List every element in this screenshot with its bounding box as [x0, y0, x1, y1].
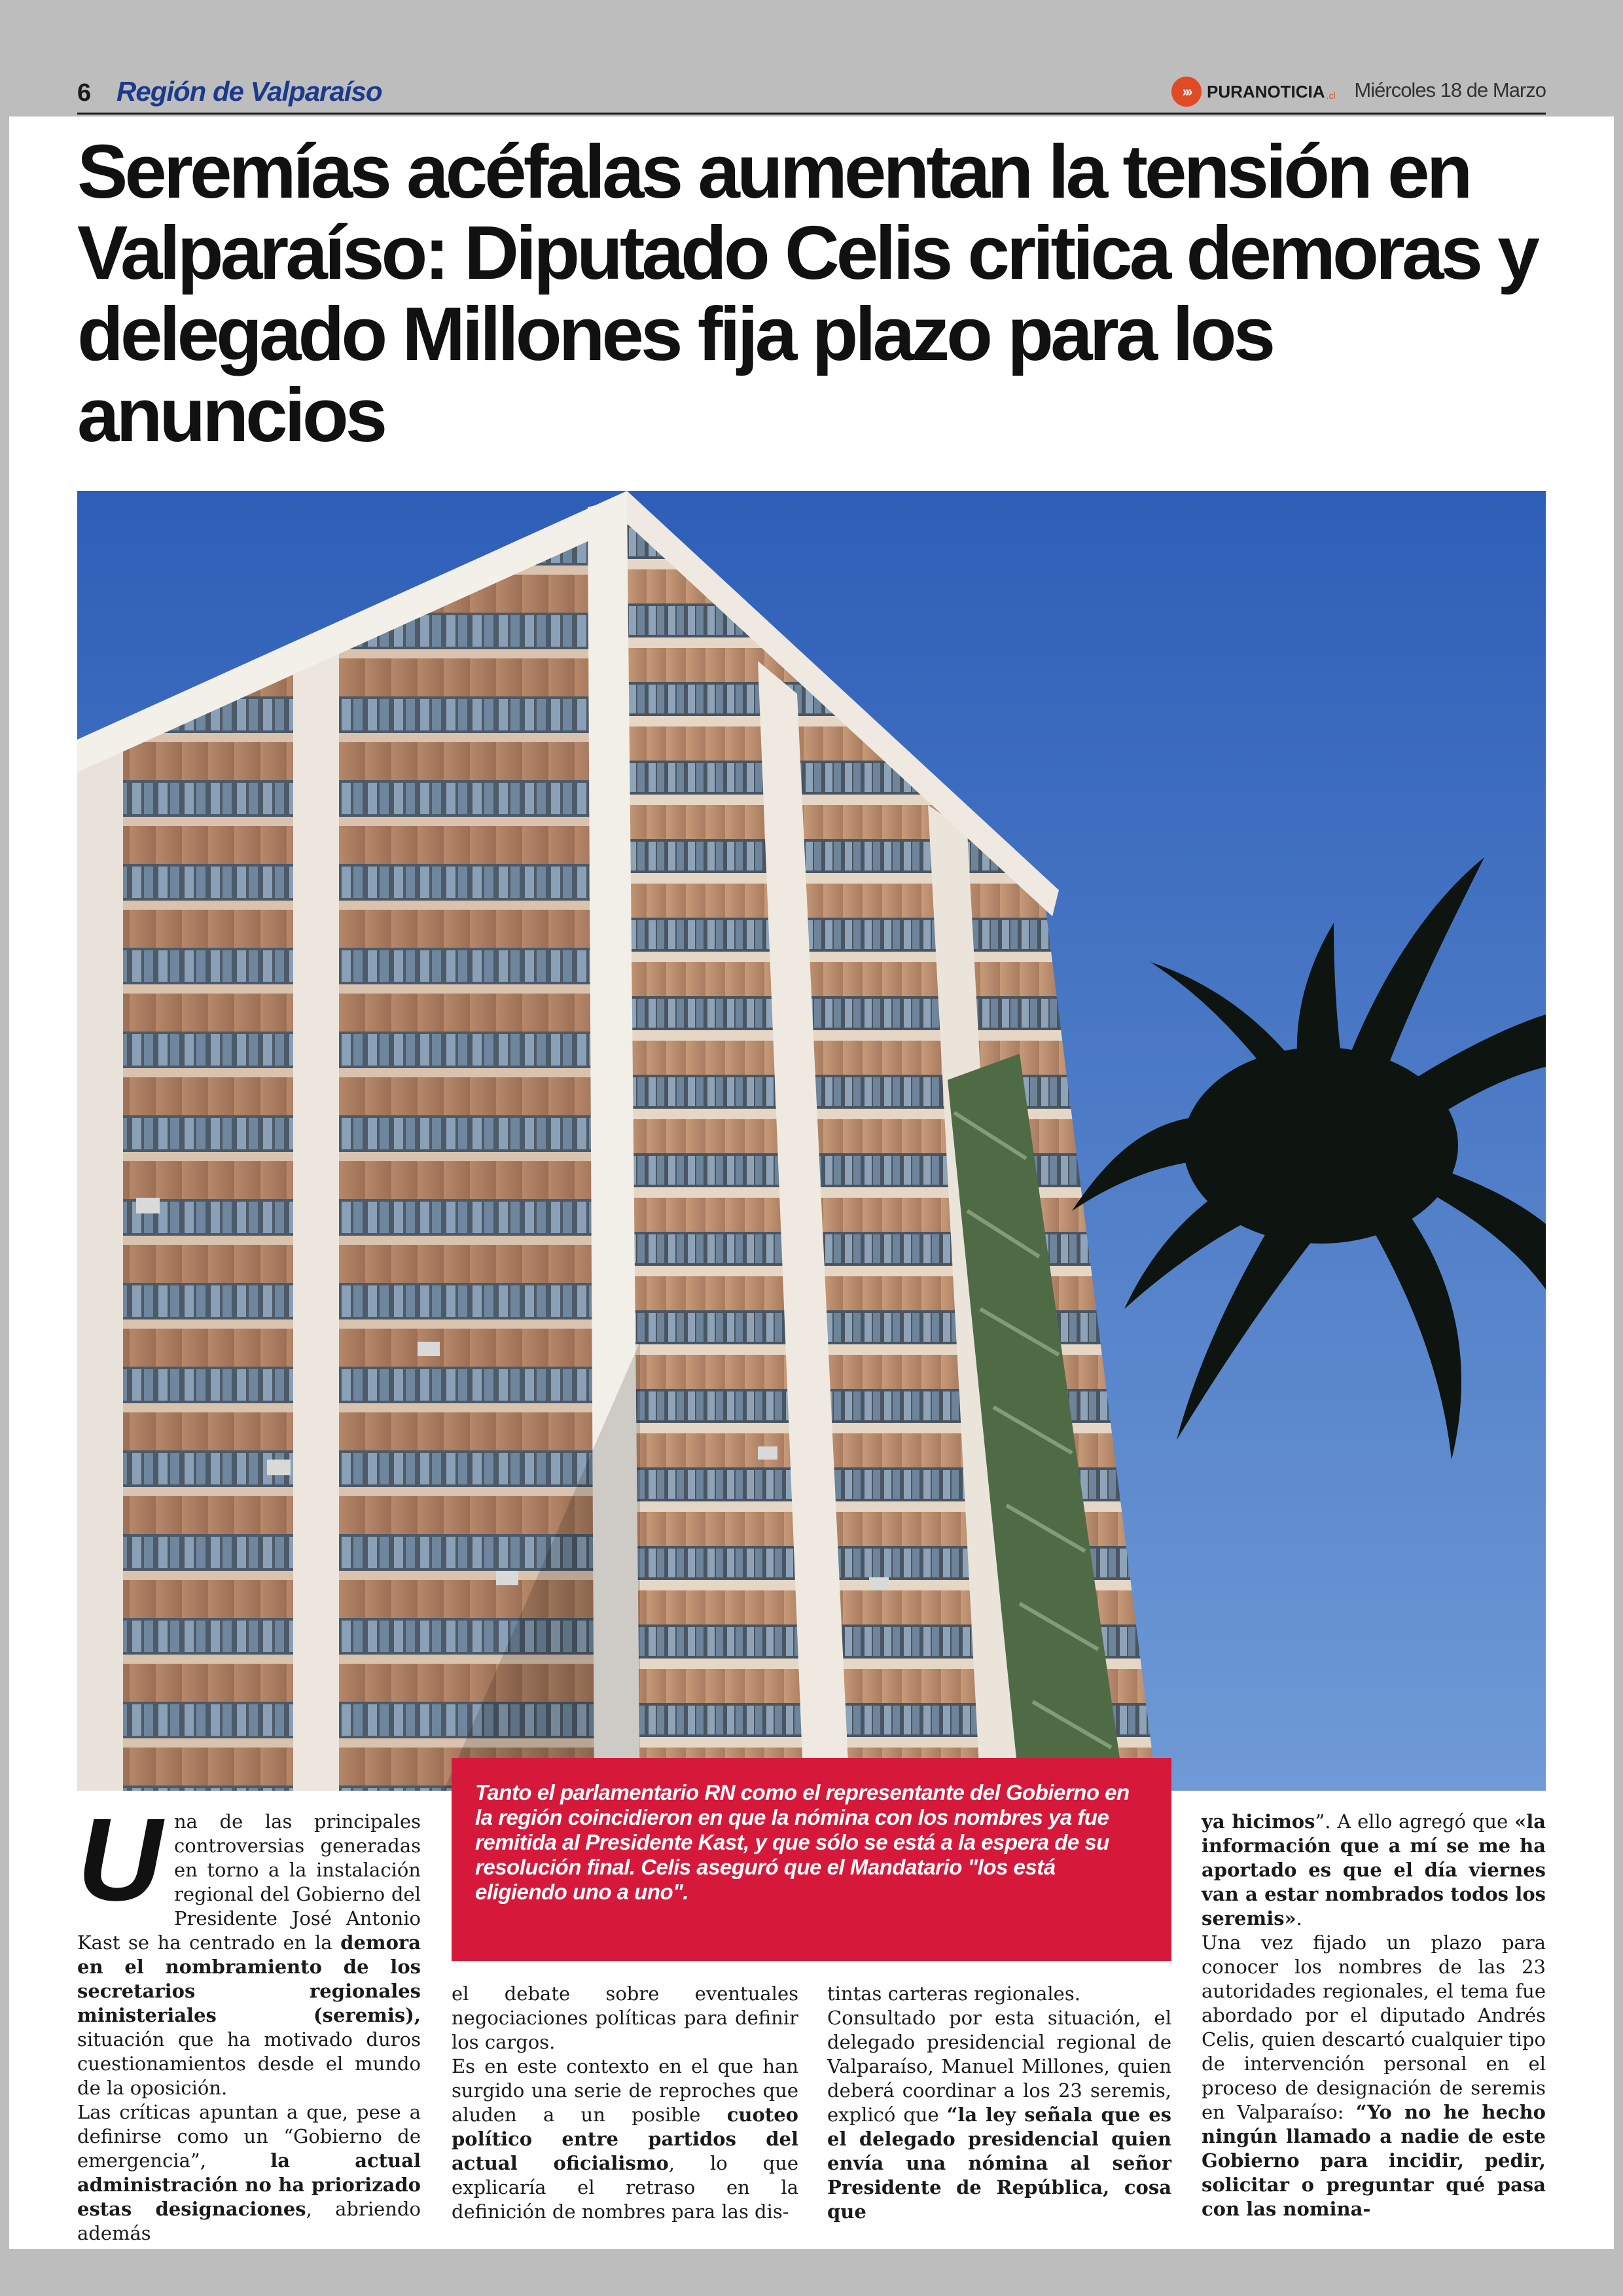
paragraph: tintas carteras regionales.	[827, 1982, 1080, 2005]
publication-logo	[1171, 76, 1336, 107]
paragraph: el debate sobre eventuales negociaciones políticas para definir los cargos.	[452, 1982, 798, 2053]
drop-cap: U	[77, 1794, 162, 1926]
text-run: Es en este contexto en el que han surgido una serie de reproches que aluden a un posible	[452, 2055, 798, 2126]
bold-text-run: demora en el nombramiento de los secretarios regionales ministeriales (seremis),	[77, 1931, 421, 2026]
text-run: ”. A ello agregó que	[1315, 1810, 1515, 1833]
page-header	[0, 0, 1623, 117]
article-column-1	[77, 1794, 421, 2246]
text-run: Una vez fijado un plazo para conocer los nombres de las 23 autoridades regionales, el tema fue abordado por el diputado Andrés Celis, quien descartó cualquier tipo de intervención personal en el proceso de designación de seremis en Valparaíso:	[1202, 1931, 1546, 2123]
bold-text-run: “Yo no he hecho ningún llamado a nadie de este Gobierno para incidir, pedir, solicitar o preguntar qué pasa con las nomina-	[1202, 2101, 1546, 2220]
text-run: situación que ha motivado duros cuestionamientos desde el mundo de la oposición.	[77, 2028, 421, 2099]
text-run: Las críticas apuntan a que, pese a definirse como un “Gobierno de emergencia”,	[77, 2101, 421, 2172]
text-run: Consultado por esta situación, el delegado presidencial regional de Valparaíso, Manuel Millones, quien deberá coordinar a los 23 seremis, explicó que	[827, 2007, 1171, 2126]
pull-quote-text: Tanto el parlamentario RN como el representante del Gobierno en la región coincidieron en que la nómina con los nombres ya fue remitida al Presidente Kast, y que sólo se está a la espera de su resolución final. Celis aseguró que el Mandatario "los está eligiendo uno a uno".	[475, 1780, 1130, 1904]
header-divider	[77, 113, 1546, 115]
text-run: , abriendo además	[77, 2198, 421, 2244]
text-run: na de las principales controversias generadas en torno a la instalación regional del Gobierno del Presidente José Antonio Kast se ha centrado en la	[77, 1810, 421, 1954]
paragraph	[77, 2100, 421, 2246]
bold-text-run: ya hicimos	[1202, 1810, 1315, 1833]
text-run: , lo que explicaría el retraso en la definición de nombres para las dis-	[452, 2152, 798, 2223]
chevrons-logo-icon: ›››	[1171, 77, 1202, 107]
bold-text-run: cuoteo político entre partidos del actual oficialismo	[452, 2104, 798, 2174]
logo-suffix: .cl	[1326, 90, 1336, 101]
pull-quote-box	[452, 1758, 1171, 1961]
article-column-3	[827, 1982, 1171, 2224]
paragraph	[1202, 1931, 1546, 2221]
article-photo	[77, 491, 1546, 1791]
page-number: 6	[77, 79, 92, 107]
paragraph	[452, 2054, 798, 2224]
section-title: Región de Valparaíso	[116, 76, 382, 107]
bold-text-run: “la ley señala que es el delegado presidencial quien envía una nómina al señor Presidente de República, cosa que	[827, 2104, 1171, 2223]
article-headline: Seremías acéfalas aumentan la tensión en Valparaíso: Diputado Celis critica demoras y delegado Millones fija plazo para los anuncios	[77, 129, 1537, 457]
issue-date: Miércoles 18 de Marzo	[1354, 79, 1546, 101]
paragraph	[1202, 1810, 1546, 1931]
article-column-2	[452, 1982, 798, 2224]
bold-text-run: «la información que a mí se me ha aportado es que el día viernes van a estar nombrados todos los seremis»	[1202, 1810, 1546, 1929]
paragraph	[827, 2006, 1171, 2224]
text-run: .	[1296, 1907, 1302, 1929]
logo-text: PURANOTICIA	[1207, 81, 1325, 101]
article-column-4	[1202, 1810, 1546, 2221]
bold-text-run: la actual administración no ha priorizado estas designaciones	[77, 2149, 421, 2220]
